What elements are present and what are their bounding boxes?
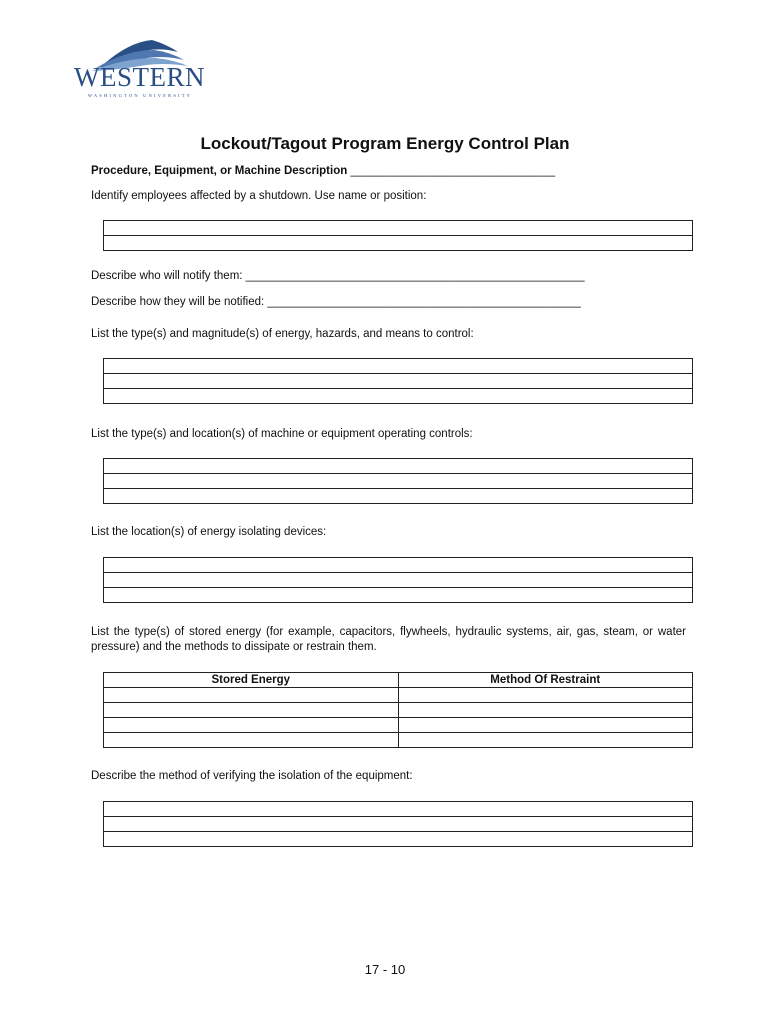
table-cell[interactable] (398, 688, 693, 703)
employees-table (103, 220, 693, 251)
table-cell[interactable] (104, 374, 693, 389)
table-cell[interactable] (104, 474, 693, 489)
table-cell[interactable] (104, 359, 693, 374)
verify-table (103, 801, 693, 847)
logo-subtitle: WASHINGTON UNIVERSITY (87, 93, 193, 98)
table-cell[interactable] (104, 558, 693, 573)
verify-prompt: Describe the method of verifying the isolation of the equipment: (91, 770, 413, 782)
table-cell[interactable] (104, 688, 399, 703)
table-cell[interactable] (104, 588, 693, 603)
table-cell[interactable] (398, 718, 693, 733)
table-cell[interactable] (104, 802, 693, 817)
energy-table (103, 358, 693, 404)
table-cell[interactable] (104, 459, 693, 474)
notify-how-field[interactable]: Describe how they will be notified: _________________________________________________ (91, 296, 581, 308)
table-cell[interactable] (104, 733, 399, 748)
isolating-table (103, 557, 693, 603)
table-cell[interactable] (104, 817, 693, 832)
notify-who-field[interactable]: Describe who will notify them: _____________________________________________________ (91, 270, 585, 282)
isolating-prompt: List the location(s) of energy isolating devices: (91, 526, 327, 538)
procedure-line (91, 165, 555, 177)
table-cell[interactable] (104, 389, 693, 404)
controls-table (103, 458, 693, 504)
method-of-restraint-header: Method Of Restraint (398, 673, 693, 688)
procedure-field[interactable]: ________________________________ (350, 165, 556, 177)
stored-energy-header: Stored Energy (104, 673, 399, 688)
table-cell[interactable] (104, 718, 399, 733)
university-logo (74, 36, 204, 100)
table-cell[interactable] (104, 703, 399, 718)
table-cell[interactable] (398, 703, 693, 718)
energy-prompt: List the type(s) and magnitude(s) of energy, hazards, and means to control: (91, 328, 474, 340)
page-number: 17 - 10 (364, 962, 406, 977)
stored-energy-prompt: List the type(s) of stored energy (for example, capacitors, flywheels, hydraulic systems, air, gas, steam, or water pressure) and the methods to dissipate or restrain them. (91, 626, 686, 653)
table-cell[interactable] (104, 832, 693, 847)
table-cell[interactable] (104, 221, 693, 236)
logo-wordmark: WESTERN (74, 62, 205, 92)
employees-prompt: Identify employees affected by a shutdown. Use name or position: (91, 190, 427, 202)
procedure-label: Procedure, Equipment, or Machine Description (91, 165, 348, 177)
stored-energy-table (103, 672, 693, 748)
controls-prompt: List the type(s) and location(s) of machine or equipment operating controls: (91, 428, 473, 440)
table-cell[interactable] (398, 733, 693, 748)
table-cell[interactable] (104, 489, 693, 504)
page-title: Lockout/Tagout Program Energy Control Plan (200, 134, 570, 153)
table-cell[interactable] (104, 236, 693, 251)
table-cell[interactable] (104, 573, 693, 588)
